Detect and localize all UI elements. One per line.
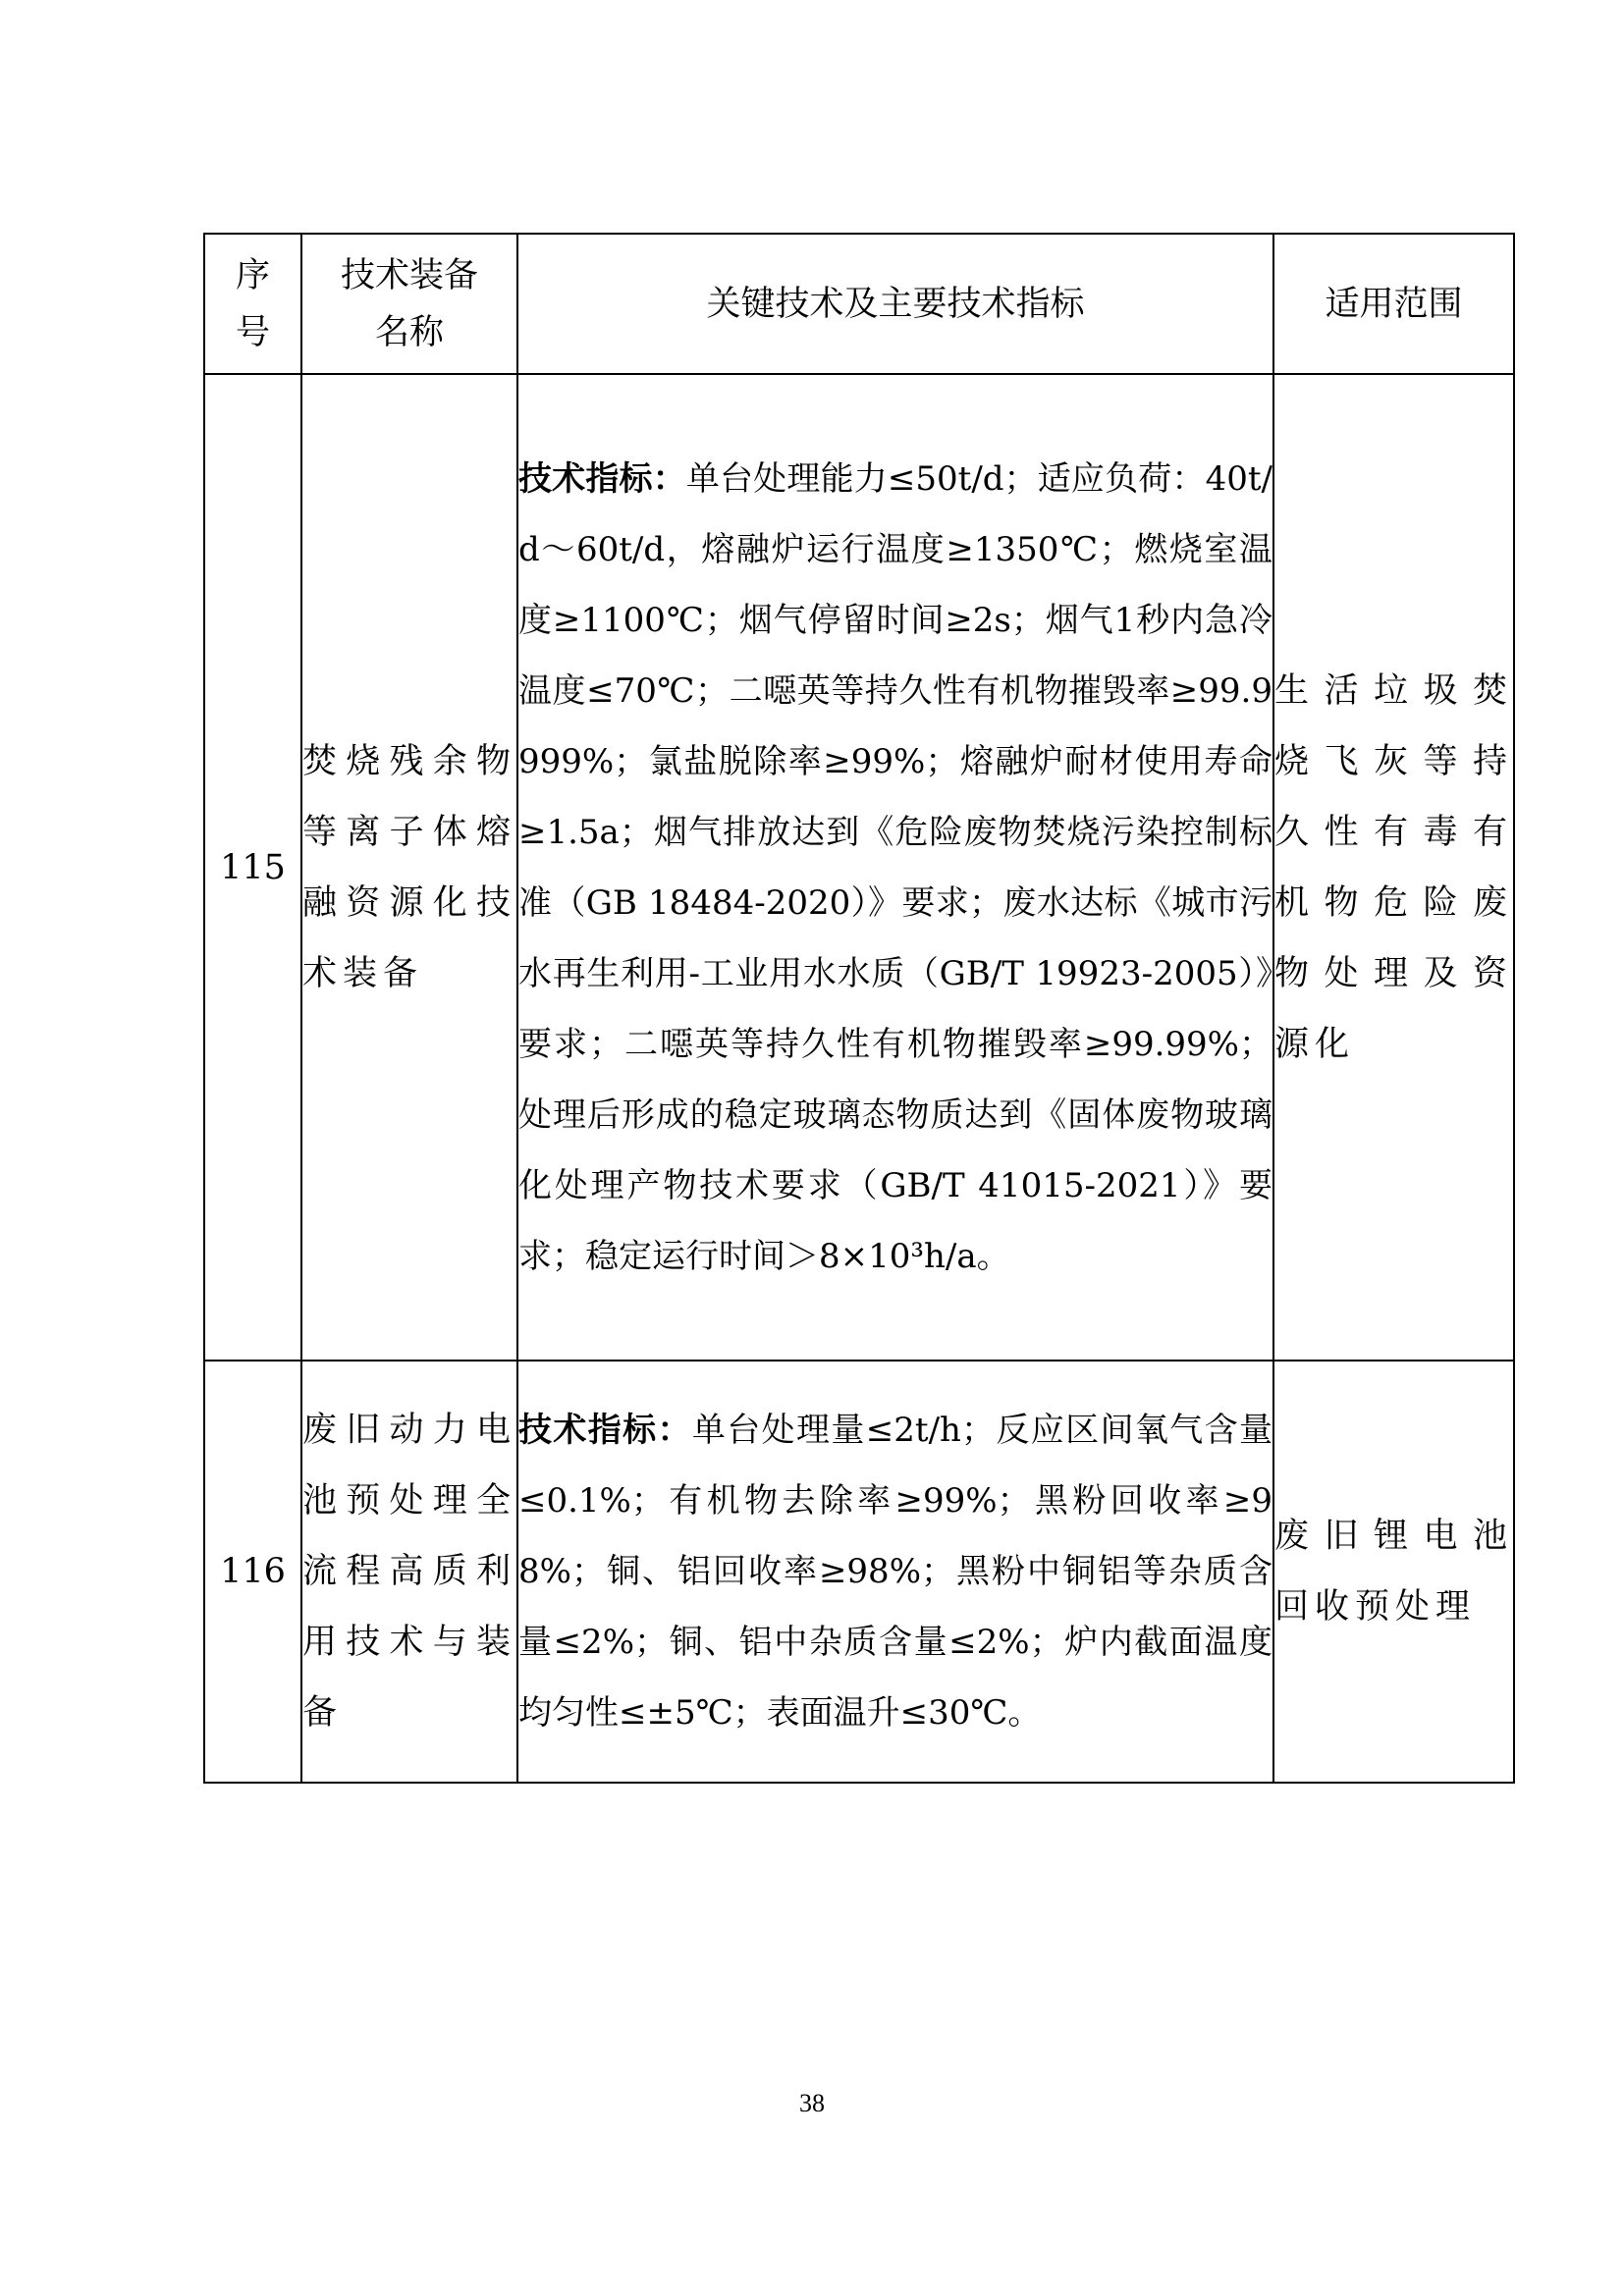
row-seq: 115 bbox=[204, 374, 301, 1361]
table-row bbox=[204, 374, 1514, 1361]
row-scope: 生活垃圾焚烧飞灰等持久性有毒有机物危险废物处理及资源化 bbox=[1273, 374, 1514, 1361]
row-tech-indicators bbox=[517, 1361, 1273, 1783]
page-number: 38 bbox=[799, 2089, 825, 2117]
row-tech-indicators bbox=[517, 374, 1273, 1361]
tech-indicator-text: 单台处理量≤2t/h；反应区间氧气含量≤0.1%；有机物去除率≥99%；黑粉回收率≥98%；铜、铝回收率≥98%；黑粉中铜铝等杂质含量≤2%；铜、铝中杂质含量≤2%；炉内截面温度均匀性≤±5℃；表面温升≤30℃。 bbox=[518, 1411, 1272, 1733]
row-equipment-name: 焚烧残余物等离子体熔融资源化技术装备 bbox=[301, 374, 517, 1361]
header-name: 技术装备名称 bbox=[301, 234, 517, 374]
row-scope: 废旧锂电池回收预处理 bbox=[1273, 1361, 1514, 1783]
header-tech: 关键技术及主要技术指标 bbox=[517, 234, 1273, 374]
tech-indicator-label: 技术指标： bbox=[518, 1411, 692, 1450]
equipment-table bbox=[203, 233, 1515, 1784]
row-seq: 116 bbox=[204, 1361, 301, 1783]
header-seq: 序号 bbox=[204, 234, 301, 374]
tech-indicator-label: 技术指标： bbox=[518, 458, 686, 499]
row-equipment-name: 废旧动力电池预处理全流程高质利用技术与装备 bbox=[301, 1361, 517, 1783]
table-header-row bbox=[204, 234, 1514, 374]
tech-indicator-text: 单台处理能力≤50t/d；适应负荷：40t/d～60t/d，熔融炉运行温度≥1350℃；燃烧室温度≥1100℃；烟气停留时间≥2s；烟气1秒内急冷温度≤70℃；二噁英等持久性有机物摧毁率≥99.9999%；氯盐脱除率≥99%；熔融炉耐材使用寿命≥1.5a；烟气排放达到《危险废物焚烧污染控制标准（GB 18484-2020）》要求；废水达标《城市污水再生利用-工业用水水质（GB/T 19923-2005）》要求；二噁英等持久性有机物摧毁率≥99.99%；处理后形成的稳定玻璃态物质达到《固体废物玻璃化处理产物技术要求（GB/T 41015-2021）》要求；稳定运行时间＞8×10³h/a。 bbox=[518, 458, 1272, 1276]
table-row bbox=[204, 1361, 1514, 1783]
header-scope: 适用范围 bbox=[1273, 234, 1514, 374]
